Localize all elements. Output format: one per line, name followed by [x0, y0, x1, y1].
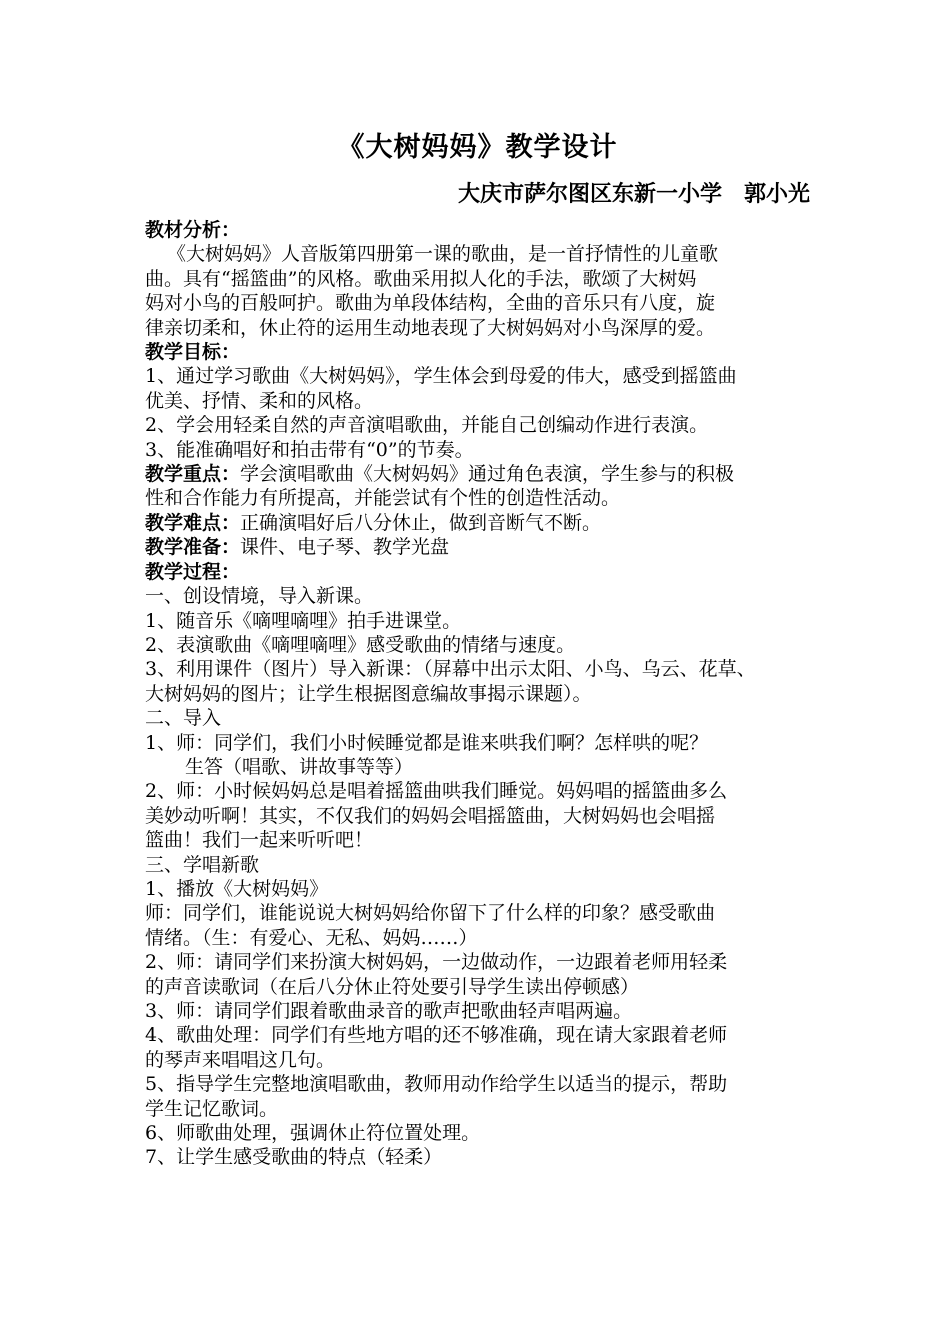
- paragraph-line: 优美、抒情、柔和的风格。: [145, 389, 374, 412]
- section-label: 教学难点：: [145, 511, 241, 534]
- document-author: 大庆市萨尔图区东新一小学 郭小光: [457, 181, 810, 207]
- paragraph-line: 2、师：小时候妈妈总是唱着摇篮曲哄我们睡觉。妈妈唱的摇篮曲多么: [145, 780, 728, 803]
- paragraph-line: 2、表演歌曲《嘀哩嘀哩》感受歌曲的情绪与速度。: [145, 633, 576, 656]
- paragraph-line: 师：同学们，谁能说说大树妈妈给你留下了什么样的印象？感受歌曲: [145, 902, 716, 925]
- document-body: [145, 218, 810, 1170]
- section-label: 教学准备：: [145, 536, 241, 559]
- document-page: [145, 128, 810, 1170]
- paragraph-line: 律亲切柔和，休止符的运用生动地表现了大树妈妈对小鸟深厚的爱。: [145, 316, 716, 339]
- paragraph-line: 7、让学生感受歌曲的特点（轻柔）: [145, 1146, 443, 1169]
- labeled-paragraph-line: [145, 535, 810, 559]
- paragraph-line: 5、指导学生完整地演唱歌曲，教师用动作给学生以适当的提示，帮助: [145, 1073, 728, 1096]
- labeled-paragraph-line: [145, 511, 810, 535]
- paragraph-line: 1、师：同学们，我们小时候睡觉都是谁来哄我们啊？怎样哄的呢？: [145, 731, 709, 754]
- paragraph-line: 妈对小鸟的百般呵护。歌曲为单段体结构，全曲的音乐只有八度，旋: [145, 292, 716, 315]
- section-heading: 教材分析：: [145, 219, 241, 241]
- paragraph-line: 三、学唱新歌: [145, 853, 260, 876]
- paragraph-line: 性和合作能力有所提高，并能尝试有个性的创造性活动。: [145, 487, 621, 510]
- paragraph-line: 1、播放《大树妈妈》: [145, 877, 329, 900]
- paragraph-line: 2、学会用轻柔自然的声音演唱歌曲，并能自己创编动作进行表演。: [145, 414, 709, 437]
- paragraph-line: 的声音读歌词（在后八分休止符处要引导学生读出停顿感）: [145, 975, 640, 998]
- paragraph-line: 1、随音乐《嘀哩嘀哩》拍手进课堂。: [145, 609, 462, 632]
- section-text: 课件、电子琴、教学光盘: [240, 536, 450, 559]
- paragraph-line: 《大树妈妈》人音版第四册第一课的歌曲，是一首抒情性的儿童歌: [167, 243, 719, 266]
- paragraph-line: 6、师歌曲处理，强调休止符位置处理。: [145, 1122, 481, 1145]
- paragraph-line: 3、能准确唱好和拍击带有“0”的节奏。: [145, 438, 474, 461]
- section-heading: 教学过程：: [145, 560, 241, 583]
- paragraph-line: 4、歌曲处理：同学们有些地方唱的还不够准确，现在请大家跟着老师: [145, 1024, 728, 1047]
- labeled-paragraph-line: [145, 462, 810, 486]
- paragraph-line: 大树妈妈的图片；让学生根据图意编故事揭示课题）。: [145, 682, 592, 705]
- document-title: 《大树妈妈》教学设计: [337, 132, 618, 163]
- paragraph-line: 曲。具有“摇篮曲”的风格。歌曲采用拟人化的手法，歌颂了大树妈: [145, 267, 697, 290]
- paragraph-line: 3、利用课件（图片）导入新课：（屏幕中出示太阳、小鸟、乌云、花草、: [145, 658, 756, 681]
- paragraph-line: 1、通过学习歌曲《大树妈妈》，学生体会到母爱的伟大，感受到摇篮曲: [145, 365, 737, 388]
- section-heading: 教学目标：: [145, 341, 241, 364]
- paragraph-line: 篮曲！我们一起来听听吧！: [145, 829, 374, 852]
- paragraph-line: 学生记忆歌词。: [145, 1097, 279, 1120]
- paragraph-line: 3、师：请同学们跟着歌曲录音的歌声把歌曲轻声唱两遍。: [145, 1000, 633, 1022]
- paragraph-line: 二、导入: [145, 707, 222, 730]
- paragraph-line: 生答（唱歌、讲故事等等）: [185, 755, 414, 778]
- section-label: 教学重点：: [145, 463, 241, 486]
- paragraph-line: 情绪。（生：有爱心、无私、妈妈……）: [145, 926, 478, 949]
- section-text: 正确演唱好后八分休止，做到音断气不断。: [240, 511, 602, 534]
- paragraph-line: 的琴声来唱唱这几句。: [145, 1048, 336, 1071]
- section-text: 学会演唱歌曲《大树妈妈》通过角色表演，学生参与的积极: [240, 463, 735, 486]
- paragraph-line: 2、师：请同学们来扮演大树妈妈，一边做动作，一边跟着老师用轻柔: [145, 951, 728, 974]
- paragraph-line: 一、创设情境，导入新课。: [145, 585, 374, 608]
- paragraph-line: 美妙动听啊！其实，不仅我们的妈妈会唱摇篮曲，大树妈妈也会唱摇: [145, 804, 716, 827]
